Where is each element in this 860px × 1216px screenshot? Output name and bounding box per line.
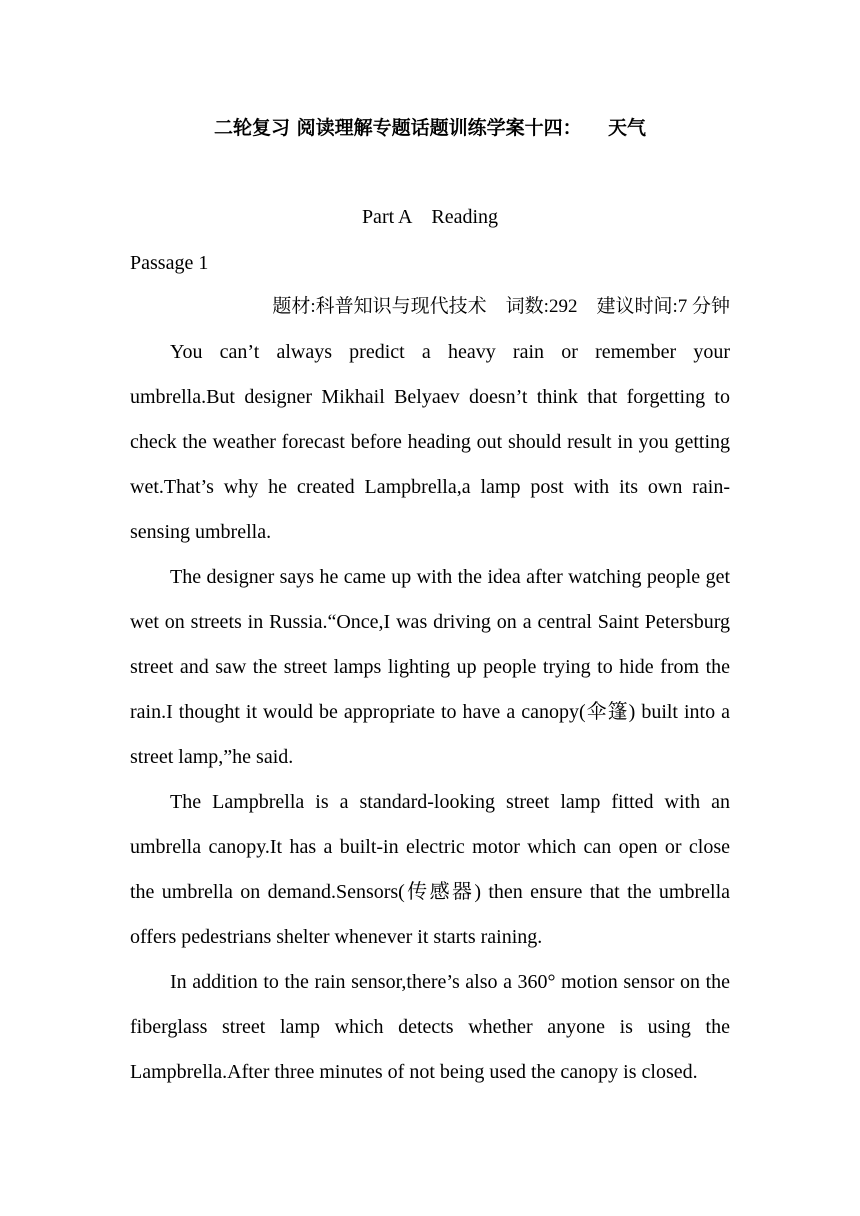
page-title: 二轮复习 阅读理解专题话题训练学案十四： 天气	[213, 117, 647, 139]
paragraph-3: The Lampbrella is a standard-looking street lamp fitted with an umbrella canopy.It has a built-in electric motor which can open or close the umbrella on demand.Sensors(传感器) then ensure that the umbrella offers pedestrians shelter whenever it starts raining.	[130, 791, 730, 948]
paragraph-4: In addition to the rain sensor,there’s also a 360° motion sensor on the fiberglass street lamp which detects whether anyone is using the Lampbrella.After three minutes of not being used the canopy is closed.	[130, 971, 730, 1083]
passage-meta: 题材:科普知识与现代技术 词数:292 建议时间:7 分钟	[272, 296, 730, 317]
paragraph-2: The designer says he came up with the idea after watching people get wet on streets in Russia.“Once,I was driving on a central Saint Petersburg street and saw the street lamps lighting up people trying to hide from the rain.I thought it would be appropriate to have a canopy(伞篷) built into a street lamp,”he said.	[130, 566, 730, 768]
passage-body	[130, 330, 730, 1095]
paragraph-1: You can’t always predict a heavy rain or remember your umbrella.But designer Mikhail Belyaev doesn’t think that forgetting to check the weather forecast before heading out should result in you getting wet.That’s why he created Lampbrella,a lamp post with its own rain-sensing umbrella.	[130, 341, 730, 543]
part-heading: Part A Reading	[361, 206, 499, 228]
passage-label: Passage 1	[130, 252, 209, 274]
